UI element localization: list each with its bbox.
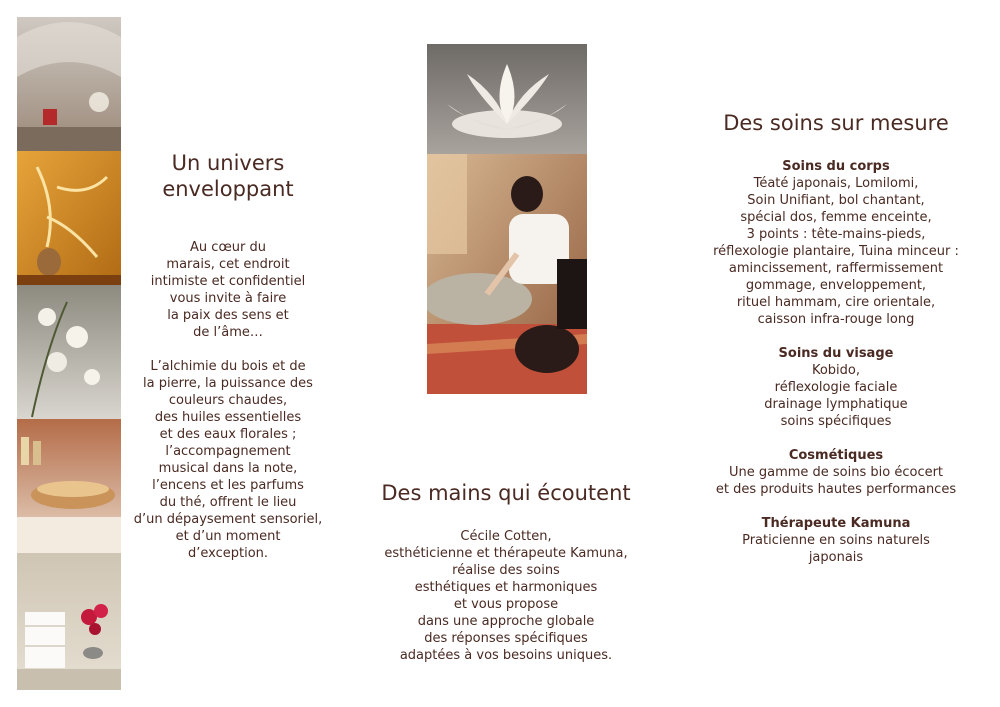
section-heading: Thérapeute Kamuna (761, 516, 911, 532)
section-body: Téaté japonais, Lomilomi, Soin Unifiant, bol chantant, spécial dos, femme enceinte, 3 points : tête-mains-pieds, réflexologie plantaire, Tuina minceur : amincissement, raffermissement gommage, enveloppement, rituel hammam, cire orientale, caisson infra-rouge long (713, 176, 959, 328)
lotus-flower-image (427, 44, 587, 154)
treatments-title: Des soins sur mesure (723, 111, 949, 135)
section-heading: Cosmétiques (788, 448, 884, 464)
intro-column (128, 150, 328, 562)
photo-stone-vault (17, 17, 121, 151)
section-heading: Soins du visage (778, 346, 894, 362)
therapist-column (358, 480, 654, 664)
photo-strip (17, 17, 121, 690)
therapist-paragraph: Cécile Cotten, esthéticienne et thérapeute Kamuna, réalise des soins esthétiques et harmoniques et vous propose dans une approche globale des réponses spécifiques adaptées à vos besoins uniques. (384, 529, 628, 664)
section-body: Praticienne en soins naturels japonais (742, 533, 930, 566)
massage-photo (427, 44, 587, 394)
intro-paragraph-1: Au cœur du marais, cet endroit intimiste et confidentiel vous invite à faire la paix des sens et de l’âme… (150, 239, 306, 340)
intro-title: Un univers enveloppant (162, 151, 294, 202)
section-body: Une gamme de soins bio écocert et des produits hautes performances (715, 465, 957, 498)
photo-white-orchid (17, 285, 121, 419)
section-cosmetics (700, 447, 972, 498)
photo-red-flowers (17, 553, 121, 690)
photo-golden-branches (17, 151, 121, 285)
photo-wooden-bowl (17, 419, 121, 553)
intro-paragraph-2: L’alchimie du bois et de la pierre, la puissance des couleurs chaudes, des huiles essentielles et des eaux florales ; l’accompagnement musical dans la note, l’encens et les parfums du thé, offrent le lieu d’un dépaysement sensoriel, et d’un moment d’exception. (133, 358, 323, 561)
section-body: Kobido, réflexologie faciale drainage lymphatique soins spécifiques (764, 363, 908, 430)
section-body-care (700, 158, 972, 328)
section-face-care (700, 345, 972, 430)
therapist-title: Des mains qui écoutent (381, 481, 631, 505)
massage-scene-image (427, 154, 587, 394)
section-kamuna-therapist (700, 515, 972, 566)
section-heading: Soins du corps (782, 159, 890, 175)
treatments-column (700, 110, 972, 583)
